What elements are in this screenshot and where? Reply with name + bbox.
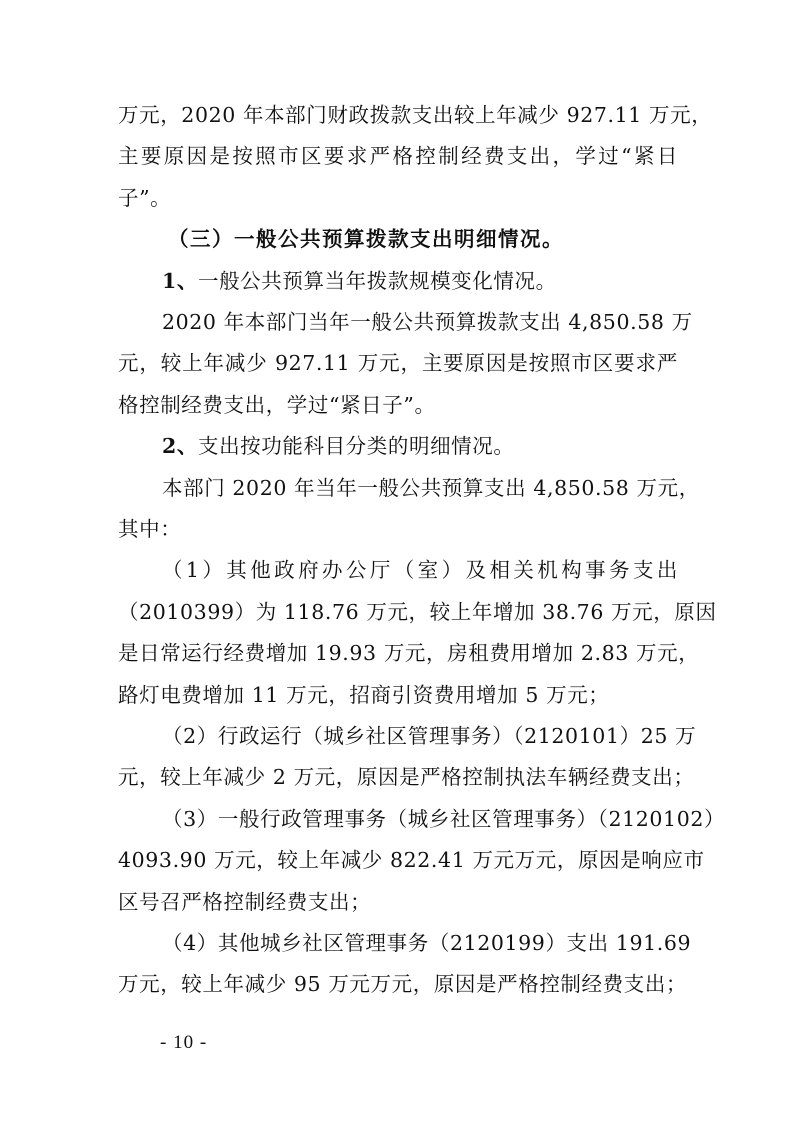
paragraph-line: 格控制经费支出，学过“紧日子”。 [118, 393, 436, 417]
item-text: 一般公共预算当年拨款规模变化情况。 [197, 269, 557, 293]
section-heading: （三）一般公共预算拨款支出明细情况。 [168, 227, 564, 251]
list-item [162, 431, 678, 461]
paragraph-line: （3）一般行政管理事务（城乡社区管理事务）（2120102） [162, 807, 726, 831]
paragraph-line: （2）行政运行（城乡社区管理事务）（2120101）25 万 [162, 724, 697, 748]
list-item [162, 266, 678, 296]
paragraph-line: 万元，较上年减少 95 万元万元，原因是严格控制经费支出； [118, 972, 688, 996]
paragraph-line: 其中： [118, 517, 182, 541]
paragraph-line: （1）其他政府办公厅（室）及相关机构事务支出 [162, 558, 678, 582]
paragraph-line: 子”。 [118, 186, 172, 210]
paragraph-line: （2010399）为 118.76 万元，较上年增加 38.76 万元，原因 [118, 600, 717, 624]
paragraph-line: 元，较上年减少 2 万元，原因是严格控制执法车辆经费支出； [118, 765, 695, 789]
paragraph-line: 本部门 2020 年当年一般公共预算支出 4,850.58 万元， [162, 476, 700, 500]
paragraph-line: 4093.90 万元，较上年减少 822.41 万元万元，原因是响应市 [118, 848, 705, 872]
page-number: - 10 - [160, 1032, 208, 1053]
paragraph-line: 主要原因是按照市区要求严格控制经费支出，学过“紧日 [118, 144, 678, 168]
paragraph-line: （4）其他城乡社区管理事务（2120199）支出 191.69 [162, 931, 692, 955]
paragraph-line: 是日常运行经费增加 19.93 万元，房租费用增加 2.83 万元， [118, 641, 700, 665]
item-number: 2、 [162, 434, 198, 458]
paragraph-line: 路灯电费增加 11 万元，招商引资费用增加 5 万元； [118, 683, 610, 707]
paragraph-line: 区号召严格控制经费支出； [118, 890, 372, 914]
paragraph-line: 2020 年本部门当年一般公共预算拨款支出 4,850.58 万 [162, 310, 693, 334]
item-text: 支出按功能科目分类的明细情况。 [197, 434, 515, 458]
paragraph-line: 万元，2020 年本部门财政拨款支出较上年减少 927.11 万元， [118, 103, 713, 127]
item-number: 1、 [162, 269, 198, 293]
paragraph-line: 元，较上年减少 927.11 万元，主要原因是按照市区要求严 [118, 351, 678, 375]
